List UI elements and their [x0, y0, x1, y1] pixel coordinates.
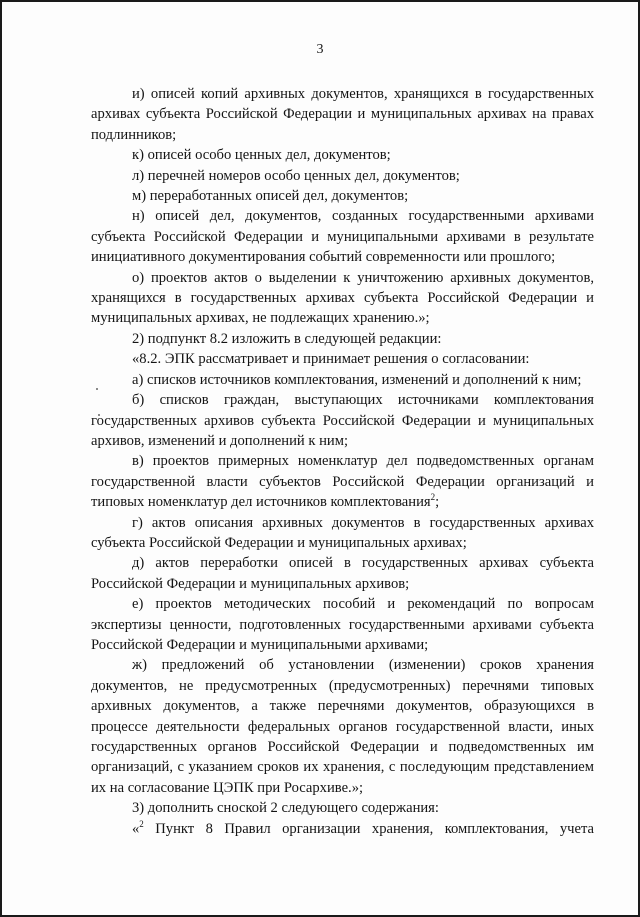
- paragraph-v: [91, 451, 594, 512]
- footnote-open-quote: «: [132, 820, 140, 837]
- paragraph-b: б) списков граждан, выступающих источниками комплектования государственных архивов субъекта Российской Федерации и муниципальных архивов, изменений и дополнений к ним;: [91, 392, 594, 449]
- paragraph-item-2: 2) подпункт 8.2 изложить в следующей редакции:: [132, 330, 442, 347]
- paragraph-8-2: «8.2. ЭПК рассматривает и принимает решения о согласовании:: [132, 351, 530, 368]
- footnote-marker: 2: [430, 492, 436, 503]
- paragraph-g: г) актов описания архивных документов в государственных архивах субъекта Российской Федерации и муниципальных архивах;: [91, 514, 594, 551]
- footnote-text-body: Пункт 8 Правил организации хранения, комплектования, учета: [155, 820, 594, 837]
- paragraph-l: л) перечней номеров особо ценных дел, документов;: [132, 167, 460, 184]
- paragraph-o: о) проектов актов о выделении к уничтожению архивных документов, хранящихся в государственных архивах субъекта Российской Федерации и муниципальных архивах, не подлежащих хранению.»;: [91, 269, 594, 327]
- document-body: [91, 84, 594, 839]
- paragraph-d: д) актов переработки описей в государственных архивах субъекта Российской Федерации и муниципальных архивов;: [91, 555, 594, 592]
- footnote-ref-suffix: ;: [435, 494, 440, 511]
- paragraph-v-text: в) проектов примерных номенклатур дел подведомственных органам государственной власти субъектов Российской Федерации организаций и типовых номенклатур дел источников комплектования: [91, 453, 594, 511]
- footnote-text-marker: 2: [139, 818, 144, 829]
- paragraph-item-3: 3) дополнить сноской 2 следующего содержания:: [132, 800, 439, 817]
- paragraph-zh: ж) предложений об установлении (изменении) сроков хранения документов, не предусмотренных (предусмотренных) перечнями типовых архивных документов, а также перечнями документов, образующихся в процессе деятельности федеральных органов государственной власти, иных государственных органов Российской Федерации и подведомственных им организаций, с указанием сроков их хранения, с последующим представлением их на согласование ЦЭПК при Росархиве.»;: [91, 657, 594, 796]
- paragraph-m: м) переработанных описей дел, документов;: [132, 188, 409, 205]
- paragraph-a: а) списков источников комплектования, изменений и дополнений к ним;: [132, 371, 582, 388]
- footnote-text: [91, 819, 594, 839]
- scan-edge-left: [0, 0, 2, 917]
- paragraph-k: к) описей особо ценных дел, документов;: [132, 147, 391, 164]
- paragraph-i: и) описей копий архивных документов, хранящихся в государственных архивах субъекта Российской Федерации и муниципальных архивах на правах подлинников;: [91, 86, 594, 143]
- page-number: 3: [316, 42, 324, 57]
- paragraph-e: е) проектов методических пособий и рекомендаций по вопросам экспертизы ценности, подготовленных государственными архивами субъекта Российской Федерации и муниципальными архивами;: [91, 596, 594, 653]
- scan-edge-top: [0, 0, 640, 2]
- paragraph-n: н) описей дел, документов, созданных государственными архивами субъекта Российской Федерации и муниципальными архивами в результате инициативного документирования событий современности или прошлого;: [91, 208, 594, 266]
